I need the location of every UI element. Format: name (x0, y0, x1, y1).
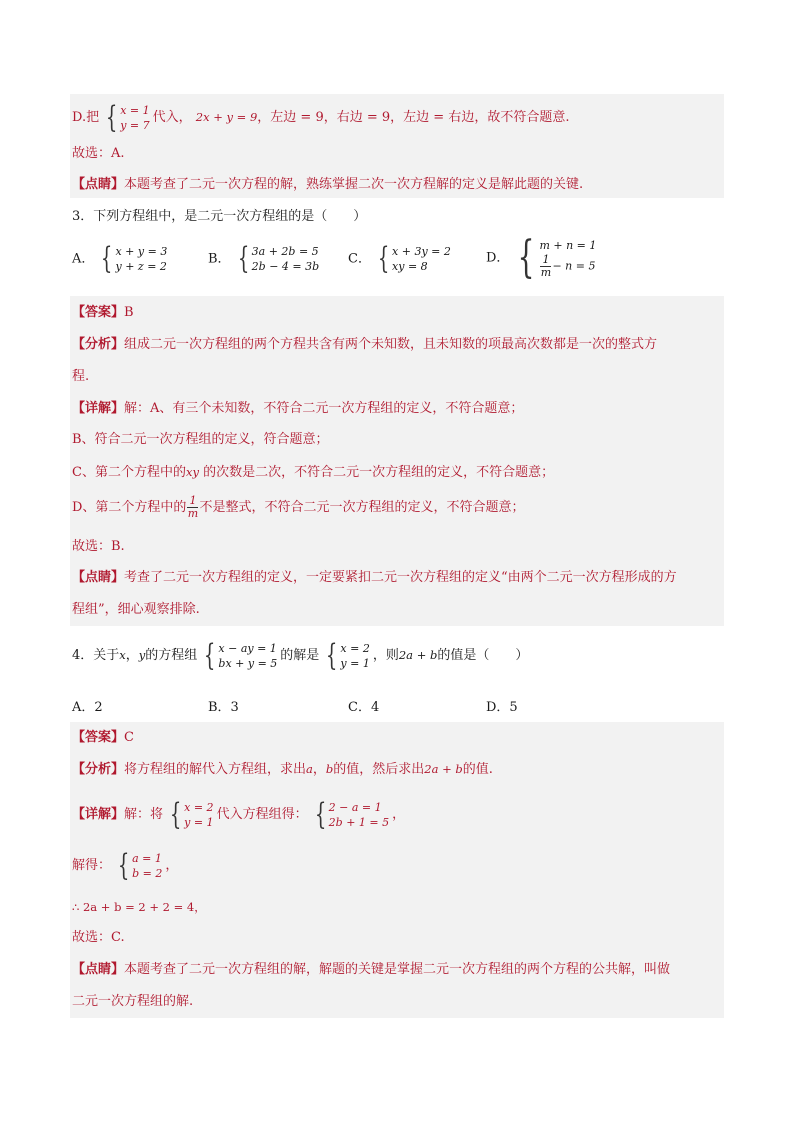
q3-stem: 3．下列方程组中，是二元一次方程组的是（ ） (72, 209, 367, 224)
q2-option-d-analysis: D.把 { x = 1 y = 7 代入， 2x + y = 9，左边 = 9，右边 = 9，左边 = 右边，故不符合题意. (72, 99, 570, 135)
q4-option-b: B．3 (208, 700, 239, 715)
q3-detail-d: D、第二个方程中的 $\frac{1}{m}$ 不是整式，不符合二元一次方程组的定义，不符合题意； (72, 494, 525, 520)
q4-option-d: D．5 (486, 700, 518, 715)
q3-option-d: D． { m + n = 1 $\frac{1}{m}$ − n = 5 (486, 232, 597, 283)
q4-choose: 故选：C. (72, 930, 125, 945)
q3-detail-b: B、符合二元一次方程组的定义，符合题意； (72, 432, 329, 447)
q2-d-prefix: D.把 (72, 110, 100, 125)
q4-option-c: C．4 (348, 700, 380, 715)
q2-comment: 【点睛】本题考查了二元一次方程的解，熟练掌握二次一次方程解的定义是解此题的关键. (72, 177, 584, 192)
q4-stem: 4．关于x，y的方程组 { x − ay = 1 bx + y = 5 的解是 { x = 2 y = 1 ，则2a + b的值是（ ） (72, 637, 529, 673)
q4-comment-cont: 二元一次方程组的解. (72, 994, 194, 1009)
q2-choose: 故选：A. (72, 146, 125, 161)
q3-option-c: C． { x + 3y = 2 xy = 8 (348, 241, 451, 276)
q4-option-a: A．2 (72, 700, 103, 715)
q4-detail: 【详解】解：将 { x = 2 y = 1 代入方程组得： { 2 − a = 1 2b + 1 = 5 ， (72, 796, 406, 832)
q3-comment: 【点睛】考查了二元一次方程组的定义，一定要紧扣二元一次方程组的定义“由两个二元一次方程形成的方 (72, 570, 677, 585)
q3-option-b: B． { 3a + 2b = 5 2b − 4 = 3b (208, 241, 320, 276)
q3-choose: 故选：B. (72, 539, 125, 554)
q4-analysis: 【分析】将方程组的解代入方程组，求出a，b的值，然后求出2a + b的值. (72, 762, 493, 777)
comment-tag: 【点睛】 (72, 177, 125, 192)
q2-d-equation: 2x + y = 9 (195, 110, 258, 124)
q2-d-system: { x = 1 y = 7 (105, 99, 150, 135)
q4-comment: 【点睛】本题考查了二元一次方程组的解，解题的关键是掌握二元一次方程组的两个方程的公共解，叫做 (72, 962, 671, 977)
q4-solve: 解得： { a = 1 b = 2 ， (72, 847, 179, 883)
q3-analysis-cont: 程. (72, 369, 90, 384)
q4-answer: 【答案】C (72, 730, 134, 745)
q3-option-a: A． { x + y = 3 y + z = 2 (72, 241, 168, 276)
q4-therefore: ∴ 2a + b = 2 + 2 = 4， (72, 900, 206, 914)
q3-comment-cont: 程组”，细心观察排除. (72, 602, 200, 617)
q3-detail-a: 【详解】解：A、有三个未知数，不符合二元一次方程组的定义，不符合题意； (72, 401, 524, 416)
q3-detail-c: C、第二个方程中的xy 的次数是二次，不符合二元一次方程组的定义，不符合题意； (72, 465, 555, 480)
q3-analysis: 【分析】组成二元一次方程组的两个方程共含有两个未知数，且未知数的项最高次数都是一次的整式方 (72, 337, 658, 352)
q3-answer: 【答案】B (72, 305, 134, 320)
